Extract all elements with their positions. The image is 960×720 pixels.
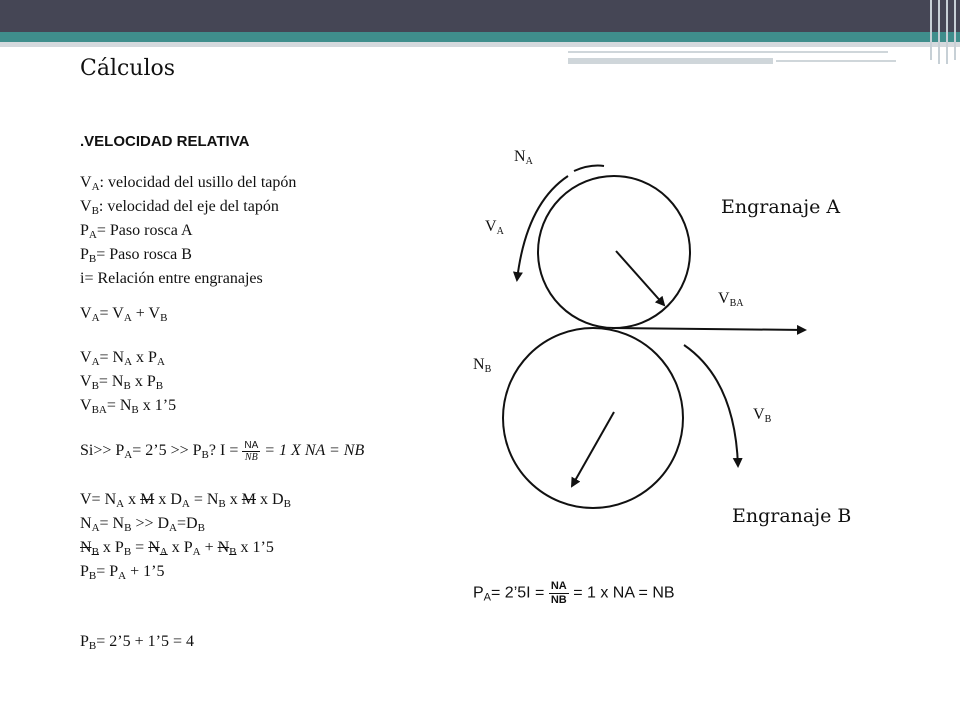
final-result: $P_B=$ 2’5 + 1’5 = 4	[80, 633, 194, 652]
definition-vb: $V_B$: velocidad del eje del tapón	[80, 198, 279, 217]
gear-b-circle	[503, 328, 683, 508]
gear-a-circle	[538, 176, 690, 328]
gear-b-radius-arrow	[572, 412, 614, 486]
equation-si: $Si>> P_A=$ 2’5 >> $P_B$? I = $\frac{NA}{NB}$ = 1 X NA = NB	[80, 440, 365, 463]
equation-pb-line: $P_B= P_A$ + 1’5	[80, 563, 165, 582]
equation-line: $V_B= N_B$ x $P_B$	[80, 373, 164, 392]
equation-va-sum: $V_A= V_A + V_B$	[80, 305, 168, 324]
equation-line: $V_{BA}= N_B$ x 1’5	[80, 397, 177, 416]
definition-pa: $P_A=$ Paso rosca A	[80, 222, 193, 241]
fraction-na-nb-bottom: $\frac{NA}{NB}$	[550, 580, 567, 606]
equation-v-line: $V= N_A$ x M x $D_A = N_B$ x M x $D_B$	[80, 491, 291, 510]
vba-arrow	[612, 328, 805, 330]
vb-curved-arrow	[684, 345, 738, 466]
page-title: Cálculos	[80, 56, 176, 81]
gear-a-label: Engranaje A	[721, 196, 841, 218]
label-vb: $V_B$	[753, 406, 772, 425]
definition-pb: $P_B=$ Paso rosca B	[80, 246, 192, 265]
na-arc	[574, 166, 604, 171]
label-nb: $N_B$	[473, 356, 492, 375]
gear-a-radius-arrow	[616, 251, 664, 305]
equation-n-line: $N_A= N_B >> D_A=D_B$	[80, 515, 205, 534]
label-na: $N_A$	[514, 148, 533, 167]
gear-b-label: Engranaje B	[732, 505, 852, 527]
fraction-na-nb: $\frac{NA}{NB}$	[244, 440, 259, 463]
equation-nb-line: $N_B$ x $P_B = N_A$ x $P_A + N_B$ x 1’5	[80, 539, 274, 558]
section-heading: .VELOCIDAD RELATIVA	[80, 133, 250, 150]
bottom-equation: $P_A=$ 2’5I = $\frac{NA}{NB}$ = 1 x NA = NB	[473, 580, 675, 606]
definition-relation: i= Relación entre engranajes	[80, 270, 263, 287]
label-vba: $V_{BA}$	[718, 290, 744, 309]
label-va: $V_A$	[485, 218, 504, 237]
equation-line: $V_A= N_A$ x $P_A$	[80, 349, 165, 368]
definition-va: $V_A$: velocidad del usillo del tapón	[80, 174, 297, 193]
